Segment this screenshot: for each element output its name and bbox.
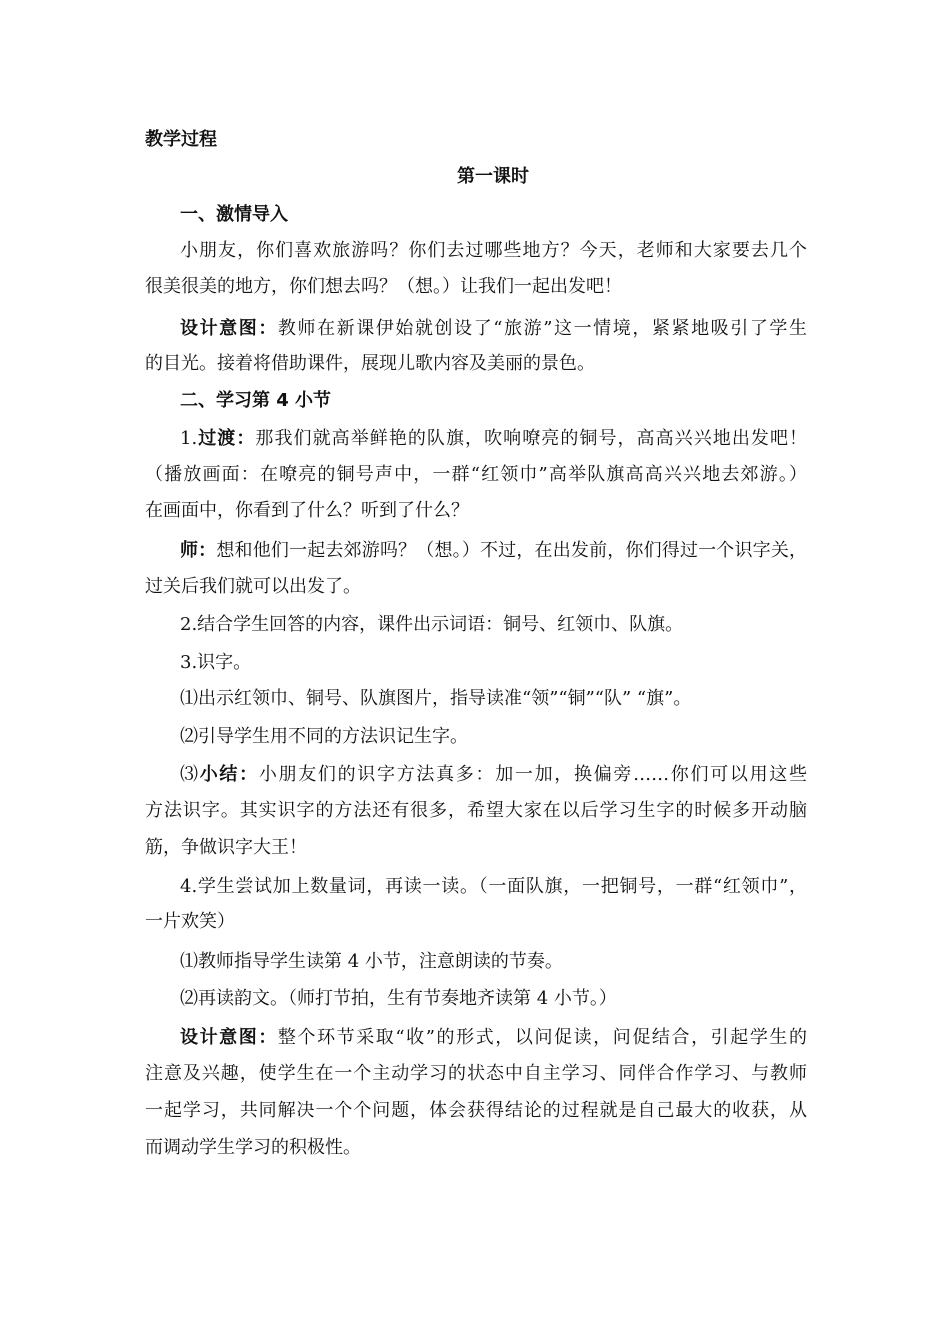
summary-line2: 方法识字。其实识字的方法还有很多，希望大家在以后学习生字的时候多开动脑 [145, 800, 807, 821]
item2: 2.结合学生回答的内容，课件出示词语：铜号、红领巾、队旗。 [180, 614, 684, 635]
sub-item-4-2: ⑵再读韵文。（师打节拍，生有节奏地齐读第 4 小节。） [180, 988, 617, 1009]
lesson-title: 第一课时 [457, 166, 529, 187]
sub-item-4-1: ⑴教师指导学生读第 4 小节，注意朗读的节奏。 [180, 951, 563, 972]
item1-line1 [180, 428, 807, 450]
transition-label: 过渡： [197, 428, 256, 449]
section2-design-line4: 而调动学生学习的积极性。 [145, 1137, 361, 1158]
section2-design-line1 [180, 1027, 807, 1049]
item4-line1: 4.学生尝试加上数量词，再读一读。（一面队旗，一把铜号，一群“红领巾”， [180, 876, 807, 897]
section1-design-line1 [180, 318, 807, 340]
teacher-line2: 过关后我们就可以出发了。 [145, 576, 361, 597]
section2-heading: 二、学习第 4 小节 [180, 390, 332, 411]
section1-paragraph-line2: 很美很美的地方，你们想去吗？（想。）让我们一起出发吧！ [145, 276, 622, 297]
item1-number: 1. [180, 428, 198, 449]
item1-line2: （播放画面：在嘹亮的铜号声中，一群“红领巾”高举队旗高高兴兴地去郊游。） [145, 464, 807, 485]
design-intent-label-2: 设计意图： [180, 1027, 278, 1048]
section-header: 教学过程 [145, 129, 217, 150]
item4-line2: 一片欢笑） [145, 911, 235, 932]
teacher-label: 师： [180, 540, 217, 561]
item3: 3.识字。 [180, 652, 252, 673]
teacher-line1 [180, 540, 807, 562]
design-intent-text-2: 整个环节采取“收”的形式，以问促读，问促结合，引起学生的 [277, 1027, 807, 1048]
section1-heading: 一、激情导入 [180, 204, 288, 225]
design-intent-label: 设计意图： [180, 318, 278, 339]
summary-number: ⑶ [180, 764, 200, 785]
section2-design-line3: 一起学习，共同解决一个个问题，体会获得结论的过程就是自己最大的收获，从 [145, 1100, 807, 1121]
item1-text: 那我们就高举鲜艳的队旗，吹响嘹亮的铜号，高高兴兴地出发吧！ [255, 428, 808, 449]
design-intent-text: 教师在新课伊始就创设了“旅游”这一情境，紧紧地吸引了学生 [277, 318, 807, 339]
summary-line3: 筋，争做识字大王！ [145, 837, 307, 858]
sub-item-1: ⑴出示红领巾、铜号、队旗图片，指导读准“领”“铜”“队” “旗”。 [180, 688, 692, 709]
summary-text: 小朋友们的识字方法真多：加一加，换偏旁……你们可以用这些 [258, 764, 808, 785]
item1-line3: 在画面中，你看到了什么？听到了什么？ [145, 500, 469, 521]
sub-item-2: ⑵引导学生用不同的方法识记生字。 [180, 726, 468, 747]
section1-paragraph-line1: 小朋友，你们喜欢旅游吗？你们去过哪些地方？今天，老师和大家要去几个 [180, 240, 807, 261]
teacher-text: 想和他们一起去郊游吗？（想。）不过，在出发前，你们得过一个识字关， [216, 540, 808, 561]
section2-design-line2: 注意及兴趣，使学生在一个主动学习的状态中自主学习、同伴合作学习、与教师 [145, 1063, 807, 1084]
summary-line1 [180, 764, 807, 786]
summary-label: 小结： [199, 764, 259, 785]
section1-design-line2: 的目光。接着将借助课件，展现儿歌内容及美丽的景色。 [145, 353, 595, 374]
